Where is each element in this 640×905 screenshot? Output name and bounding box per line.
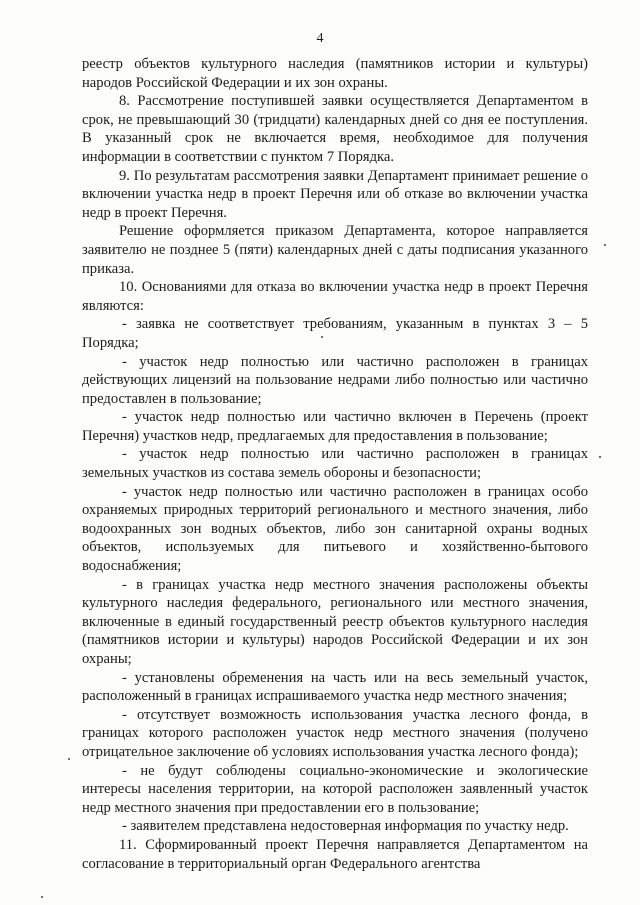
list-item: - участок недр полностью или частично включен в Перечень (проект Перечня) участков недр, предлагаемых для предоставления в пользование; (82, 409, 588, 444)
paragraph-decision: Решение оформляется приказом Департамента, которое направляется заявителю не позднее 5 (пяти) календарных дней с даты подписания указанного приказа. (82, 223, 588, 277)
scan-speck (599, 456, 601, 458)
scan-speck (68, 758, 70, 760)
list-item: - участок недр полностью или частично расположен в границах земельных участков из состава земель обороны и безопасности; (82, 446, 588, 482)
list-item: - установлены обременения на часть или на весь земельный участок, расположенный в границах испрашиваемого участка недр местного значения; (82, 669, 588, 705)
list-item: - отсутствует возможность использования участка лесного фонда, в границах которого расположен участок недр местного значения (получено отрицательное заключение об условиях использования участка лесного фонда); (82, 706, 588, 760)
scan-speck (321, 336, 323, 338)
list-item: - заявителем представлена недостоверная информация по участку недр. (122, 818, 569, 835)
list-item: - не будут соблюдены социально-экономические и экологические интересы населения территории, на которой расположен заявленный участок недр местного значения при предоставлении его в пользование; (82, 762, 588, 816)
list-item: - в границах участка недр местного значения расположены объекты культурного наследия федерального, регионального или местного значения, включенные в единый государственный реестр объектов культурного наследия (памятников истории и культуры) народов Российской Федерации и их зон охраны; (82, 576, 588, 667)
paragraph-11: 11. Сформированный проект Перечня направляется Департаментом на согласование в территориальный орган Федерального агентства (82, 836, 588, 872)
paragraph-10: 10. Основаниями для отказа во включении участка недр в проект Перечня являются: (82, 279, 588, 314)
list-item: - участок недр полностью или частично расположен в границах особо охраняемых природных территорий регионального и местного значения, либо водоохранных зон водных объектов, либо зон санитарной охраны водных объектов, используемых для питьевого и хозяйственно-бытового водоснабжения; (82, 483, 588, 575)
scan-speck (41, 896, 43, 898)
list-item: - участок недр полностью или частично расположен в границах действующих лицензий на пользование недрами либо полностью или частично предоставлен в пользование; (82, 353, 588, 407)
scan-speck (604, 244, 606, 246)
paragraph-8: 8. Рассмотрение поступившей заявки осуществляется Департаментом в срок, не превышающий 30 (тридцати) календарных дней со дня ее поступления. В указанный срок не включается время, необходимое для получения информации в соответствии с пунктом 7 Порядка. (82, 93, 588, 165)
list-item: - заявка не соответствует требованиям, указанным в пунктах 3 – 5 Порядка; (82, 316, 588, 351)
page-number: 4 (316, 31, 324, 46)
paragraph-continuation: реестр объектов культурного наследия (памятников истории и культуры) народов Российской Федерации и их зон охраны. (82, 56, 588, 91)
document-body (82, 55, 588, 873)
paragraph-9: 9. По результатам рассмотрения заявки Департамент принимает решение о включении участка недр в проект Перечня или об отказе во включении участка недр в проект Перечня. (82, 167, 588, 221)
